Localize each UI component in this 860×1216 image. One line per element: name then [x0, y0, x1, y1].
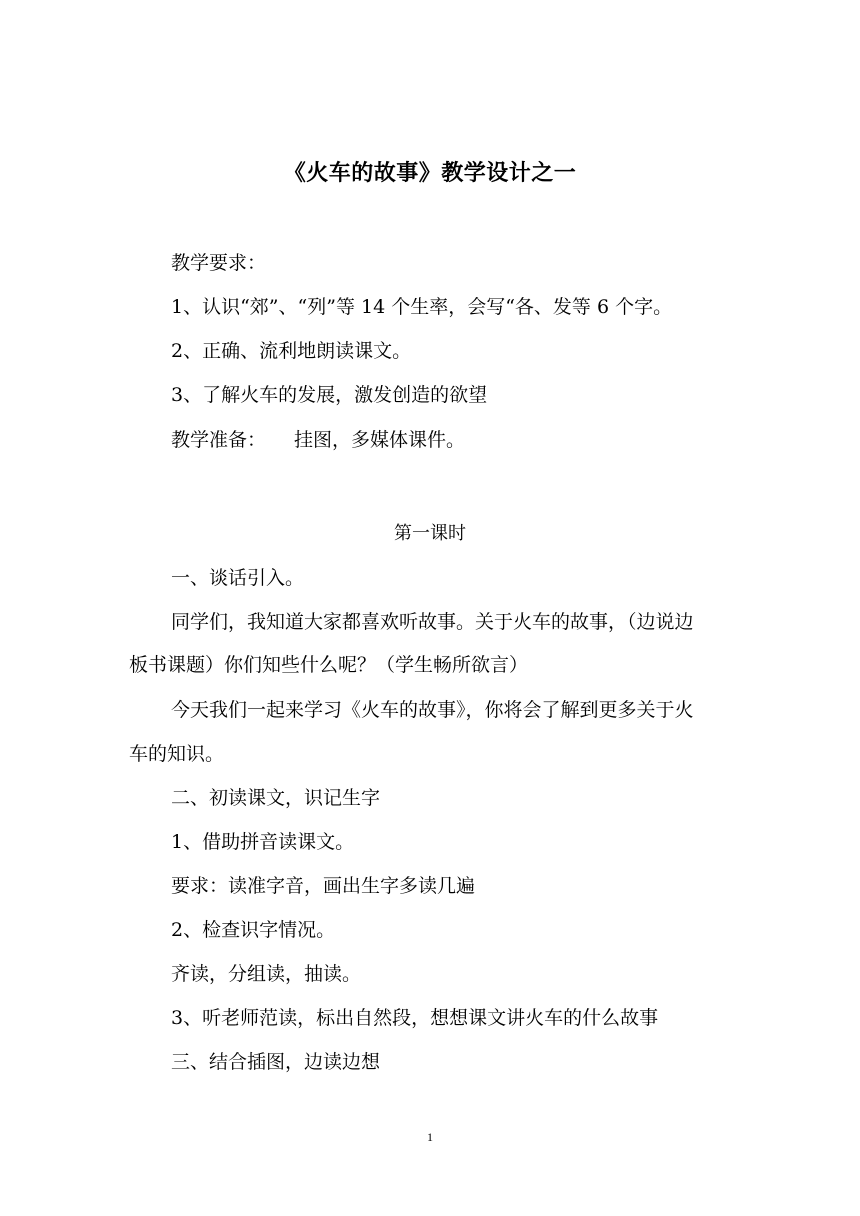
requirement-item-1: 1、认识“郊”、“列”等 14 个生率，会写“各、发等 6 个字。	[171, 296, 673, 318]
requirement-item-2: 2、正确、流利地朗读课文。	[171, 340, 412, 362]
section-3-heading: 三、结合插图，边读边想	[171, 1051, 381, 1073]
section-2-item-3: 3、听老师范读，标出自然段，想想课文讲火车的什么故事	[171, 1007, 659, 1029]
section-2-item-1-requirement: 要求：读准字音，画出生字多读几遍	[171, 875, 476, 897]
requirement-item-3: 3、了解火车的发展，激发创造的欲望	[171, 384, 488, 406]
page-number: 1	[427, 1130, 433, 1144]
section-2-item-2: 2、检查识字情况。	[171, 919, 336, 941]
section-1-paragraph-2-line-2: 车的知识。	[129, 743, 225, 765]
preparation-value: 挂图，多媒体课件。	[294, 429, 466, 451]
section-2-item-1: 1、借助拼音读课文。	[171, 831, 355, 853]
requirements-heading: 教学要求：	[171, 252, 267, 274]
section-1-paragraph-2-line-1: 今天我们一起来学习《火车的故事》，你将会了解到更多关于火	[171, 699, 694, 721]
section-2-heading: 二、初读课文，识记生字	[171, 787, 381, 809]
section-1-paragraph-1-line-2: 板书课题）你们知些什么呢？（学生畅所欲言）	[129, 654, 529, 676]
preparation-label: 教学准备：	[171, 429, 267, 451]
section-1-paragraph-1-line-1: 同学们，我知道大家都喜欢听故事。关于火车的故事，（边说边	[171, 611, 694, 633]
preparation-line	[171, 425, 465, 455]
section-2-item-2-detail: 齐读，分组读，抽读。	[171, 963, 362, 985]
document-title: 《火车的故事》教学设计之一	[283, 161, 577, 186]
lesson-title: 第一课时	[394, 523, 466, 544]
section-1-heading: 一、谈话引入。	[171, 567, 305, 589]
